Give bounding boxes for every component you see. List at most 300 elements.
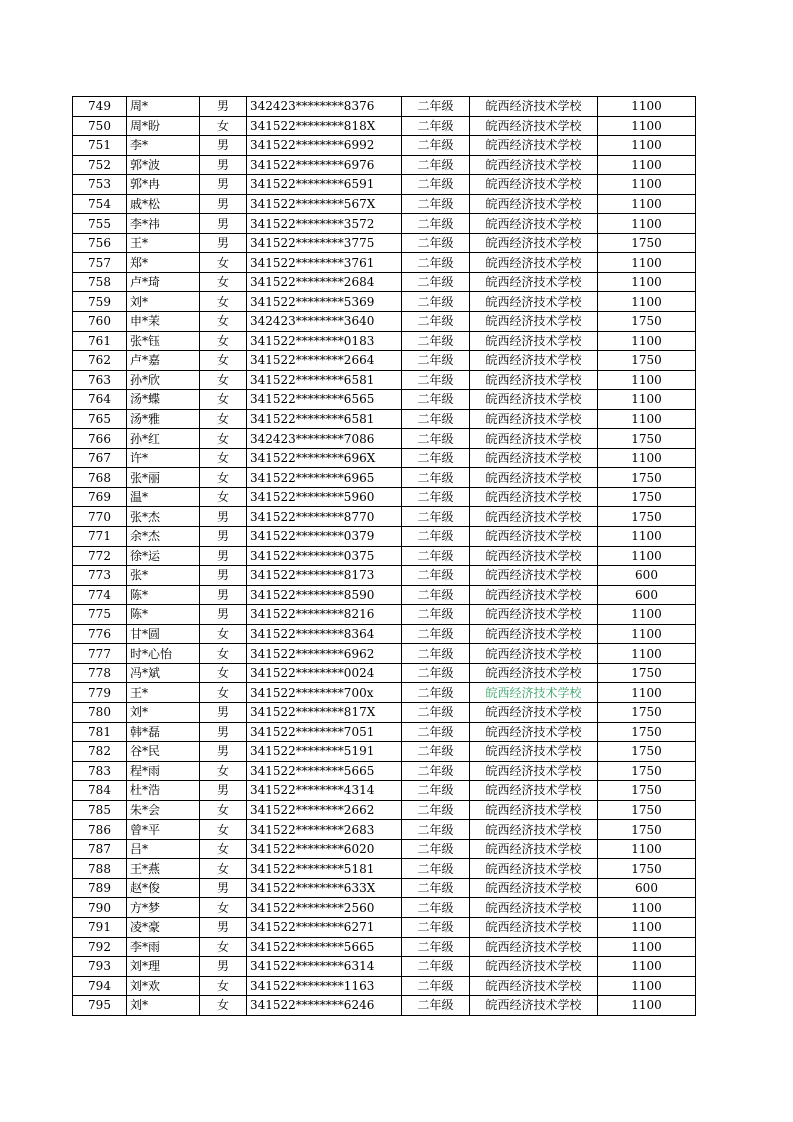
id-number-cell[interactable]: 342423********3640 <box>247 312 402 332</box>
gender-cell[interactable]: 男 <box>200 527 247 547</box>
grade-cell[interactable]: 二年级 <box>402 116 470 136</box>
row-number-cell[interactable]: 785 <box>73 800 127 820</box>
grade-cell[interactable]: 二年级 <box>402 233 470 253</box>
gender-cell[interactable]: 女 <box>200 800 247 820</box>
name-cell[interactable]: 徐*运 <box>127 546 200 566</box>
amount-cell[interactable]: 1100 <box>598 136 696 156</box>
id-number-cell[interactable]: 341522********6992 <box>247 136 402 156</box>
school-cell[interactable]: 皖西经济技术学校 <box>470 312 598 332</box>
gender-cell[interactable]: 女 <box>200 272 247 292</box>
name-cell[interactable]: 申*茉 <box>127 312 200 332</box>
amount-cell[interactable]: 1100 <box>598 390 696 410</box>
grade-cell[interactable]: 二年级 <box>402 859 470 879</box>
school-cell[interactable]: 皖西经济技术学校 <box>470 331 598 351</box>
row-number-cell[interactable]: 779 <box>73 683 127 703</box>
name-cell[interactable]: 李*雨 <box>127 937 200 957</box>
id-number-cell[interactable]: 341522********2560 <box>247 898 402 918</box>
school-cell[interactable]: 皖西经济技术学校 <box>470 448 598 468</box>
row-number-cell[interactable]: 793 <box>73 957 127 977</box>
gender-cell[interactable]: 女 <box>200 253 247 273</box>
amount-cell[interactable]: 1100 <box>598 409 696 429</box>
amount-cell[interactable]: 1750 <box>598 487 696 507</box>
school-cell[interactable]: 皖西经济技术学校 <box>470 742 598 762</box>
school-cell[interactable]: 皖西经济技术学校 <box>470 839 598 859</box>
gender-cell[interactable]: 女 <box>200 820 247 840</box>
gender-cell[interactable]: 男 <box>200 546 247 566</box>
amount-cell[interactable]: 1100 <box>598 683 696 703</box>
school-cell[interactable]: 皖西经济技术学校 <box>470 937 598 957</box>
name-cell[interactable]: 张* <box>127 566 200 586</box>
id-number-cell[interactable]: 342423********7086 <box>247 429 402 449</box>
grade-cell[interactable]: 二年级 <box>402 742 470 762</box>
grade-cell[interactable]: 二年级 <box>402 175 470 195</box>
amount-cell[interactable]: 1750 <box>598 761 696 781</box>
id-number-cell[interactable]: 341522********633X <box>247 878 402 898</box>
id-number-cell[interactable]: 341522********6020 <box>247 839 402 859</box>
name-cell[interactable]: 李* <box>127 136 200 156</box>
school-cell[interactable]: 皖西经济技术学校 <box>470 370 598 390</box>
gender-cell[interactable]: 女 <box>200 996 247 1016</box>
gender-cell[interactable]: 男 <box>200 566 247 586</box>
id-number-cell[interactable]: 341522********8590 <box>247 585 402 605</box>
name-cell[interactable]: 孙*红 <box>127 429 200 449</box>
amount-cell[interactable]: 1100 <box>598 605 696 625</box>
gender-cell[interactable]: 女 <box>200 292 247 312</box>
gender-cell[interactable]: 女 <box>200 331 247 351</box>
amount-cell[interactable]: 1750 <box>598 663 696 683</box>
name-cell[interactable]: 孙*欣 <box>127 370 200 390</box>
id-number-cell[interactable]: 341522********6962 <box>247 644 402 664</box>
amount-cell[interactable]: 1750 <box>598 859 696 879</box>
grade-cell[interactable]: 二年级 <box>402 644 470 664</box>
amount-cell[interactable]: 600 <box>598 585 696 605</box>
id-number-cell[interactable]: 341522********6581 <box>247 370 402 390</box>
id-number-cell[interactable]: 341522********6591 <box>247 175 402 195</box>
school-cell[interactable]: 皖西经济技术学校 <box>470 292 598 312</box>
amount-cell[interactable]: 600 <box>598 878 696 898</box>
row-number-cell[interactable]: 782 <box>73 742 127 762</box>
gender-cell[interactable]: 男 <box>200 702 247 722</box>
id-number-cell[interactable]: 341522********817X <box>247 702 402 722</box>
id-number-cell[interactable]: 341522********0183 <box>247 331 402 351</box>
name-cell[interactable]: 周* <box>127 97 200 117</box>
gender-cell[interactable]: 女 <box>200 839 247 859</box>
school-cell[interactable]: 皖西经济技术学校 <box>470 996 598 1016</box>
id-number-cell[interactable]: 341522********5369 <box>247 292 402 312</box>
school-cell[interactable]: 皖西经济技术学校 <box>470 527 598 547</box>
row-number-cell[interactable]: 777 <box>73 644 127 664</box>
grade-cell[interactable]: 二年级 <box>402 312 470 332</box>
id-number-cell[interactable]: 341522********5665 <box>247 937 402 957</box>
gender-cell[interactable]: 女 <box>200 859 247 879</box>
row-number-cell[interactable]: 751 <box>73 136 127 156</box>
grade-cell[interactable]: 二年级 <box>402 781 470 801</box>
school-cell[interactable]: 皖西经济技术学校 <box>470 663 598 683</box>
id-number-cell[interactable]: 341522********5665 <box>247 761 402 781</box>
id-number-cell[interactable]: 341522********3572 <box>247 214 402 234</box>
amount-cell[interactable]: 1100 <box>598 937 696 957</box>
amount-cell[interactable]: 1100 <box>598 194 696 214</box>
school-cell[interactable]: 皖西经济技术学校 <box>470 507 598 527</box>
name-cell[interactable]: 卢*嘉 <box>127 351 200 371</box>
name-cell[interactable]: 刘* <box>127 292 200 312</box>
name-cell[interactable]: 卢*琦 <box>127 272 200 292</box>
id-number-cell[interactable]: 341522********1163 <box>247 976 402 996</box>
school-cell[interactable]: 皖西经济技术学校 <box>470 800 598 820</box>
name-cell[interactable]: 许* <box>127 448 200 468</box>
id-number-cell[interactable]: 341522********0024 <box>247 663 402 683</box>
row-number-cell[interactable]: 775 <box>73 605 127 625</box>
gender-cell[interactable]: 男 <box>200 214 247 234</box>
gender-cell[interactable]: 男 <box>200 781 247 801</box>
grade-cell[interactable]: 二年级 <box>402 370 470 390</box>
name-cell[interactable]: 李*祎 <box>127 214 200 234</box>
id-number-cell[interactable]: 341522********2683 <box>247 820 402 840</box>
row-number-cell[interactable]: 762 <box>73 351 127 371</box>
amount-cell[interactable]: 1100 <box>598 448 696 468</box>
gender-cell[interactable]: 男 <box>200 136 247 156</box>
gender-cell[interactable]: 男 <box>200 175 247 195</box>
gender-cell[interactable]: 男 <box>200 742 247 762</box>
name-cell[interactable]: 王*燕 <box>127 859 200 879</box>
school-cell[interactable]: 皖西经济技术学校 <box>470 781 598 801</box>
school-cell[interactable]: 皖西经济技术学校 <box>470 351 598 371</box>
id-number-cell[interactable]: 341522********5191 <box>247 742 402 762</box>
school-cell[interactable]: 皖西经济技术学校 <box>470 409 598 429</box>
amount-cell[interactable]: 1750 <box>598 800 696 820</box>
grade-cell[interactable]: 二年级 <box>402 937 470 957</box>
name-cell[interactable]: 余*杰 <box>127 527 200 547</box>
gender-cell[interactable]: 女 <box>200 116 247 136</box>
amount-cell[interactable]: 1100 <box>598 546 696 566</box>
amount-cell[interactable]: 1100 <box>598 624 696 644</box>
grade-cell[interactable]: 二年级 <box>402 761 470 781</box>
amount-cell[interactable]: 1750 <box>598 233 696 253</box>
grade-cell[interactable]: 二年级 <box>402 507 470 527</box>
grade-cell[interactable]: 二年级 <box>402 566 470 586</box>
row-number-cell[interactable]: 776 <box>73 624 127 644</box>
id-number-cell[interactable]: 341522********6271 <box>247 917 402 937</box>
row-number-cell[interactable]: 760 <box>73 312 127 332</box>
gender-cell[interactable]: 女 <box>200 487 247 507</box>
amount-cell[interactable]: 1100 <box>598 292 696 312</box>
grade-cell[interactable]: 二年级 <box>402 976 470 996</box>
amount-cell[interactable]: 1100 <box>598 97 696 117</box>
row-number-cell[interactable]: 749 <box>73 97 127 117</box>
grade-cell[interactable]: 二年级 <box>402 585 470 605</box>
name-cell[interactable]: 温* <box>127 487 200 507</box>
gender-cell[interactable]: 女 <box>200 370 247 390</box>
school-cell[interactable]: 皖西经济技术学校 <box>470 820 598 840</box>
school-cell[interactable]: 皖西经济技术学校 <box>470 97 598 117</box>
name-cell[interactable]: 郭*冉 <box>127 175 200 195</box>
id-number-cell[interactable]: 341522********2662 <box>247 800 402 820</box>
id-number-cell[interactable]: 341522********5960 <box>247 487 402 507</box>
school-cell[interactable]: 皖西经济技术学校 <box>470 957 598 977</box>
row-number-cell[interactable]: 791 <box>73 917 127 937</box>
grade-cell[interactable]: 二年级 <box>402 722 470 742</box>
school-cell[interactable]: 皖西经济技术学校 <box>470 390 598 410</box>
amount-cell[interactable]: 600 <box>598 566 696 586</box>
row-number-cell[interactable]: 794 <box>73 976 127 996</box>
grade-cell[interactable]: 二年级 <box>402 702 470 722</box>
name-cell[interactable]: 陈* <box>127 605 200 625</box>
id-number-cell[interactable]: 341522********696X <box>247 448 402 468</box>
row-number-cell[interactable]: 774 <box>73 585 127 605</box>
grade-cell[interactable]: 二年级 <box>402 898 470 918</box>
row-number-cell[interactable]: 771 <box>73 527 127 547</box>
name-cell[interactable]: 曾*平 <box>127 820 200 840</box>
school-cell[interactable]: 皖西经济技术学校 <box>470 702 598 722</box>
gender-cell[interactable]: 女 <box>200 644 247 664</box>
row-number-cell[interactable]: 784 <box>73 781 127 801</box>
id-number-cell[interactable]: 342423********8376 <box>247 97 402 117</box>
row-number-cell[interactable]: 764 <box>73 390 127 410</box>
amount-cell[interactable]: 1750 <box>598 468 696 488</box>
id-number-cell[interactable]: 341522********8770 <box>247 507 402 527</box>
name-cell[interactable]: 方*梦 <box>127 898 200 918</box>
row-number-cell[interactable]: 783 <box>73 761 127 781</box>
name-cell[interactable]: 陈* <box>127 585 200 605</box>
name-cell[interactable]: 汤*雅 <box>127 409 200 429</box>
id-number-cell[interactable]: 341522********4314 <box>247 781 402 801</box>
row-number-cell[interactable]: 759 <box>73 292 127 312</box>
gender-cell[interactable]: 女 <box>200 937 247 957</box>
name-cell[interactable]: 张*钰 <box>127 331 200 351</box>
grade-cell[interactable]: 二年级 <box>402 351 470 371</box>
school-cell[interactable]: 皖西经济技术学校 <box>470 624 598 644</box>
name-cell[interactable]: 甘*圆 <box>127 624 200 644</box>
amount-cell[interactable]: 1100 <box>598 898 696 918</box>
gender-cell[interactable]: 女 <box>200 351 247 371</box>
school-cell[interactable]: 皖西经济技术学校 <box>470 116 598 136</box>
amount-cell[interactable]: 1750 <box>598 507 696 527</box>
amount-cell[interactable]: 1100 <box>598 116 696 136</box>
grade-cell[interactable]: 二年级 <box>402 429 470 449</box>
grade-cell[interactable]: 二年级 <box>402 546 470 566</box>
row-number-cell[interactable]: 780 <box>73 702 127 722</box>
id-number-cell[interactable]: 341522********567X <box>247 194 402 214</box>
row-number-cell[interactable]: 766 <box>73 429 127 449</box>
row-number-cell[interactable]: 781 <box>73 722 127 742</box>
gender-cell[interactable]: 男 <box>200 155 247 175</box>
grade-cell[interactable]: 二年级 <box>402 527 470 547</box>
school-cell[interactable]: 皖西经济技术学校 <box>470 136 598 156</box>
name-cell[interactable]: 朱*会 <box>127 800 200 820</box>
grade-cell[interactable]: 二年级 <box>402 292 470 312</box>
grade-cell[interactable]: 二年级 <box>402 487 470 507</box>
amount-cell[interactable]: 1100 <box>598 917 696 937</box>
name-cell[interactable]: 张*杰 <box>127 507 200 527</box>
id-number-cell[interactable]: 341522********6314 <box>247 957 402 977</box>
school-cell[interactable]: 皖西经济技术学校 <box>470 898 598 918</box>
amount-cell[interactable]: 1750 <box>598 742 696 762</box>
school-cell[interactable]: 皖西经济技术学校 <box>470 585 598 605</box>
school-cell[interactable]: 皖西经济技术学校 <box>470 566 598 586</box>
grade-cell[interactable]: 二年级 <box>402 917 470 937</box>
grade-cell[interactable]: 二年级 <box>402 448 470 468</box>
school-cell[interactable]: 皖西经济技术学校 <box>470 761 598 781</box>
id-number-cell[interactable]: 341522********8364 <box>247 624 402 644</box>
name-cell[interactable]: 王* <box>127 233 200 253</box>
gender-cell[interactable]: 女 <box>200 468 247 488</box>
school-cell[interactable]: 皖西经济技术学校 <box>470 917 598 937</box>
amount-cell[interactable]: 1100 <box>598 957 696 977</box>
name-cell[interactable]: 刘* <box>127 702 200 722</box>
school-cell[interactable]: 皖西经济技术学校 <box>470 468 598 488</box>
school-cell[interactable]: 皖西经济技术学校 <box>470 859 598 879</box>
name-cell[interactable]: 汤*蝶 <box>127 390 200 410</box>
row-number-cell[interactable]: 792 <box>73 937 127 957</box>
grade-cell[interactable]: 二年级 <box>402 97 470 117</box>
grade-cell[interactable]: 二年级 <box>402 253 470 273</box>
gender-cell[interactable]: 女 <box>200 663 247 683</box>
name-cell[interactable]: 张*丽 <box>127 468 200 488</box>
row-number-cell[interactable]: 758 <box>73 272 127 292</box>
amount-cell[interactable]: 1750 <box>598 429 696 449</box>
school-cell[interactable]: 皖西经济技术学校 <box>470 175 598 195</box>
row-number-cell[interactable]: 765 <box>73 409 127 429</box>
gender-cell[interactable]: 女 <box>200 409 247 429</box>
amount-cell[interactable]: 1100 <box>598 331 696 351</box>
id-number-cell[interactable]: 341522********3775 <box>247 233 402 253</box>
school-cell[interactable]: 皖西经济技术学校 <box>470 233 598 253</box>
name-cell[interactable]: 刘*欢 <box>127 976 200 996</box>
amount-cell[interactable]: 1750 <box>598 781 696 801</box>
row-number-cell[interactable]: 768 <box>73 468 127 488</box>
row-number-cell[interactable]: 787 <box>73 839 127 859</box>
name-cell[interactable]: 凌*豪 <box>127 917 200 937</box>
amount-cell[interactable]: 1100 <box>598 175 696 195</box>
name-cell[interactable]: 程*雨 <box>127 761 200 781</box>
amount-cell[interactable]: 1750 <box>598 820 696 840</box>
row-number-cell[interactable]: 755 <box>73 214 127 234</box>
gender-cell[interactable]: 女 <box>200 683 247 703</box>
row-number-cell[interactable]: 788 <box>73 859 127 879</box>
amount-cell[interactable]: 1100 <box>598 155 696 175</box>
gender-cell[interactable]: 男 <box>200 878 247 898</box>
grade-cell[interactable]: 二年级 <box>402 957 470 977</box>
name-cell[interactable]: 吕* <box>127 839 200 859</box>
gender-cell[interactable]: 男 <box>200 233 247 253</box>
school-cell[interactable]: 皖西经济技术学校 <box>470 878 598 898</box>
id-number-cell[interactable]: 341522********3761 <box>247 253 402 273</box>
name-cell[interactable]: 冯*斌 <box>127 663 200 683</box>
id-number-cell[interactable]: 341522********2664 <box>247 351 402 371</box>
school-cell[interactable]: 皖西经济技术学校 <box>470 722 598 742</box>
row-number-cell[interactable]: 778 <box>73 663 127 683</box>
grade-cell[interactable]: 二年级 <box>402 605 470 625</box>
grade-cell[interactable]: 二年级 <box>402 272 470 292</box>
school-cell[interactable]: 皖西经济技术学校 <box>470 214 598 234</box>
id-number-cell[interactable]: 341522********818X <box>247 116 402 136</box>
amount-cell[interactable]: 1100 <box>598 527 696 547</box>
row-number-cell[interactable]: 763 <box>73 370 127 390</box>
name-cell[interactable]: 王* <box>127 683 200 703</box>
gender-cell[interactable]: 男 <box>200 97 247 117</box>
amount-cell[interactable]: 1750 <box>598 702 696 722</box>
name-cell[interactable]: 刘* <box>127 996 200 1016</box>
gender-cell[interactable]: 女 <box>200 761 247 781</box>
gender-cell[interactable]: 男 <box>200 917 247 937</box>
row-number-cell[interactable]: 750 <box>73 116 127 136</box>
school-cell[interactable]: 皖西经济技术学校 <box>470 644 598 664</box>
amount-cell[interactable]: 1100 <box>598 370 696 390</box>
grade-cell[interactable]: 二年级 <box>402 820 470 840</box>
amount-cell[interactable]: 1100 <box>598 272 696 292</box>
gender-cell[interactable]: 男 <box>200 722 247 742</box>
amount-cell[interactable]: 1100 <box>598 839 696 859</box>
amount-cell[interactable]: 1750 <box>598 351 696 371</box>
grade-cell[interactable]: 二年级 <box>402 839 470 859</box>
name-cell[interactable]: 赵*俊 <box>127 878 200 898</box>
row-number-cell[interactable]: 773 <box>73 566 127 586</box>
amount-cell[interactable]: 1100 <box>598 644 696 664</box>
row-number-cell[interactable]: 789 <box>73 878 127 898</box>
row-number-cell[interactable]: 772 <box>73 546 127 566</box>
grade-cell[interactable]: 二年级 <box>402 468 470 488</box>
amount-cell[interactable]: 1100 <box>598 253 696 273</box>
amount-cell[interactable]: 1750 <box>598 312 696 332</box>
id-number-cell[interactable]: 341522********6976 <box>247 155 402 175</box>
gender-cell[interactable]: 男 <box>200 194 247 214</box>
school-cell[interactable]: 皖西经济技术学校 <box>470 253 598 273</box>
school-cell[interactable]: 皖西经济技术学校 <box>470 155 598 175</box>
grade-cell[interactable]: 二年级 <box>402 663 470 683</box>
grade-cell[interactable]: 二年级 <box>402 800 470 820</box>
school-cell[interactable]: 皖西经济技术学校 <box>470 605 598 625</box>
gender-cell[interactable]: 男 <box>200 605 247 625</box>
gender-cell[interactable]: 女 <box>200 898 247 918</box>
name-cell[interactable]: 刘*理 <box>127 957 200 977</box>
name-cell[interactable]: 郑* <box>127 253 200 273</box>
row-number-cell[interactable]: 767 <box>73 448 127 468</box>
grade-cell[interactable]: 二年级 <box>402 214 470 234</box>
id-number-cell[interactable]: 341522********5181 <box>247 859 402 879</box>
row-number-cell[interactable]: 770 <box>73 507 127 527</box>
gender-cell[interactable]: 男 <box>200 507 247 527</box>
row-number-cell[interactable]: 757 <box>73 253 127 273</box>
school-cell[interactable]: 皖西经济技术学校 <box>470 194 598 214</box>
name-cell[interactable]: 时*心怡 <box>127 644 200 664</box>
gender-cell[interactable]: 男 <box>200 585 247 605</box>
grade-cell[interactable]: 二年级 <box>402 624 470 644</box>
gender-cell[interactable]: 女 <box>200 448 247 468</box>
gender-cell[interactable]: 女 <box>200 429 247 449</box>
grade-cell[interactable]: 二年级 <box>402 878 470 898</box>
id-number-cell[interactable]: 341522********700x <box>247 683 402 703</box>
row-number-cell[interactable]: 753 <box>73 175 127 195</box>
id-number-cell[interactable]: 341522********0375 <box>247 546 402 566</box>
name-cell[interactable]: 杜*浩 <box>127 781 200 801</box>
name-cell[interactable]: 韩*磊 <box>127 722 200 742</box>
id-number-cell[interactable]: 341522********6246 <box>247 996 402 1016</box>
name-cell[interactable]: 郭*波 <box>127 155 200 175</box>
school-cell[interactable]: 皖西经济技术学校 <box>470 487 598 507</box>
row-number-cell[interactable]: 752 <box>73 155 127 175</box>
grade-cell[interactable]: 二年级 <box>402 409 470 429</box>
id-number-cell[interactable]: 341522********7051 <box>247 722 402 742</box>
id-number-cell[interactable]: 341522********6965 <box>247 468 402 488</box>
gender-cell[interactable]: 女 <box>200 976 247 996</box>
row-number-cell[interactable]: 790 <box>73 898 127 918</box>
id-number-cell[interactable]: 341522********8173 <box>247 566 402 586</box>
gender-cell[interactable]: 女 <box>200 624 247 644</box>
amount-cell[interactable]: 1100 <box>598 976 696 996</box>
row-number-cell[interactable]: 754 <box>73 194 127 214</box>
grade-cell[interactable]: 二年级 <box>402 155 470 175</box>
grade-cell[interactable]: 二年级 <box>402 331 470 351</box>
